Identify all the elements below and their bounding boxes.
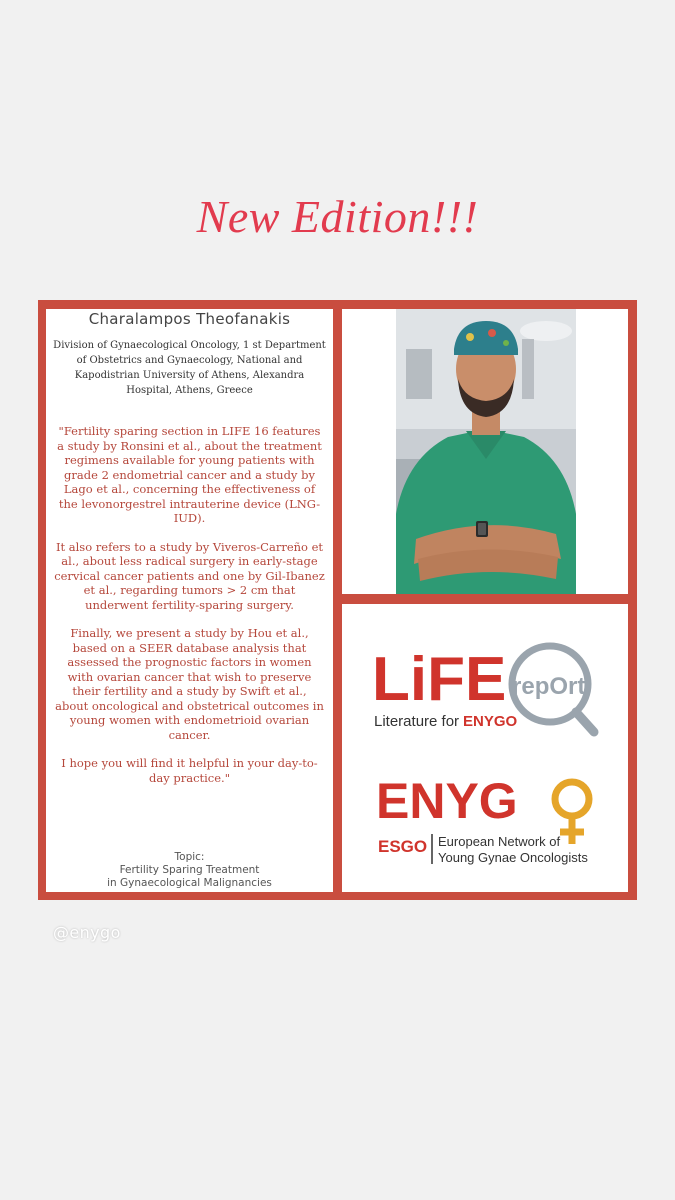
enygo-logo (376, 772, 606, 872)
female-symbol-icon (555, 782, 589, 816)
author-affiliation: Division of Gynaecological Oncology, 1 st Department of Obstetrics and Gynaecology, National and Kapodistrian University of Athens, Alexandra Hospital, Athens, Greece (53, 340, 326, 396)
life-logo-tagline (374, 713, 518, 730)
life-logo-word: LiFE (372, 645, 507, 714)
magnifier-handle (576, 712, 594, 732)
photo-panel (342, 309, 628, 594)
quote-paragraph-2: It also refers to a study by Viveros-Carreño et al., about less radical surgery in early-stage cervical cancer patients and one by Gil-Ibanez et al., regarding tumors > 2 cm that underwent fertility-sparing surgery. (54, 539, 325, 612)
life-logo-tagline-brand: ENYGO (463, 713, 518, 730)
account-handle[interactable]: @enygo (53, 923, 121, 942)
life-logo-report: repOrt (512, 673, 586, 700)
enygo-line-2: Young Gynae Oncologists (438, 850, 588, 865)
enygo-logo-word: ENYG (376, 773, 518, 829)
post-card (38, 300, 637, 900)
life-logo-tagline-prefix: Literature for (374, 713, 460, 730)
author-photo (396, 309, 576, 594)
enygo-line-1: European Network of (438, 834, 561, 849)
topic-label: Topic: (174, 851, 205, 863)
life-report-logo (372, 626, 602, 746)
author-name: Charalampos Theofanakis (88, 310, 291, 328)
headline: New Edition!!! (196, 191, 479, 242)
author-photo-illustration (396, 309, 576, 594)
quote-paragraph-1: "Fertility sparing section in LIFE 16 features a study by Ronsini et al., about the treatment regimens available for young patients with grade 2 endometrial cancer and a study by Lago et al., concerning the effectiveness of the levonorgestrel intrauterine device (LNG-IUD). (57, 424, 322, 525)
topic-line-2: in Gynaecological Malignancies (107, 877, 272, 889)
logo-panel (342, 604, 628, 892)
topic-line-1: Fertility Sparing Treatment (119, 864, 260, 876)
esgo-label: ESGO (378, 837, 428, 856)
quote-panel (46, 309, 333, 892)
quote-paragraph-3: Finally, we present a study by Hou et al., based on a SEER database analysis that assessed the prognostic factors in women with ovarian cancer that wish to preserve their fertility and a study by Swift et al., about oncological and obstetrical outcomes in young women with endometrioid ovarian cancer. (55, 626, 324, 742)
topic-block (46, 851, 333, 890)
quote-paragraph-4: I hope you will find it helpful in your day-to-day practice." (61, 756, 318, 785)
